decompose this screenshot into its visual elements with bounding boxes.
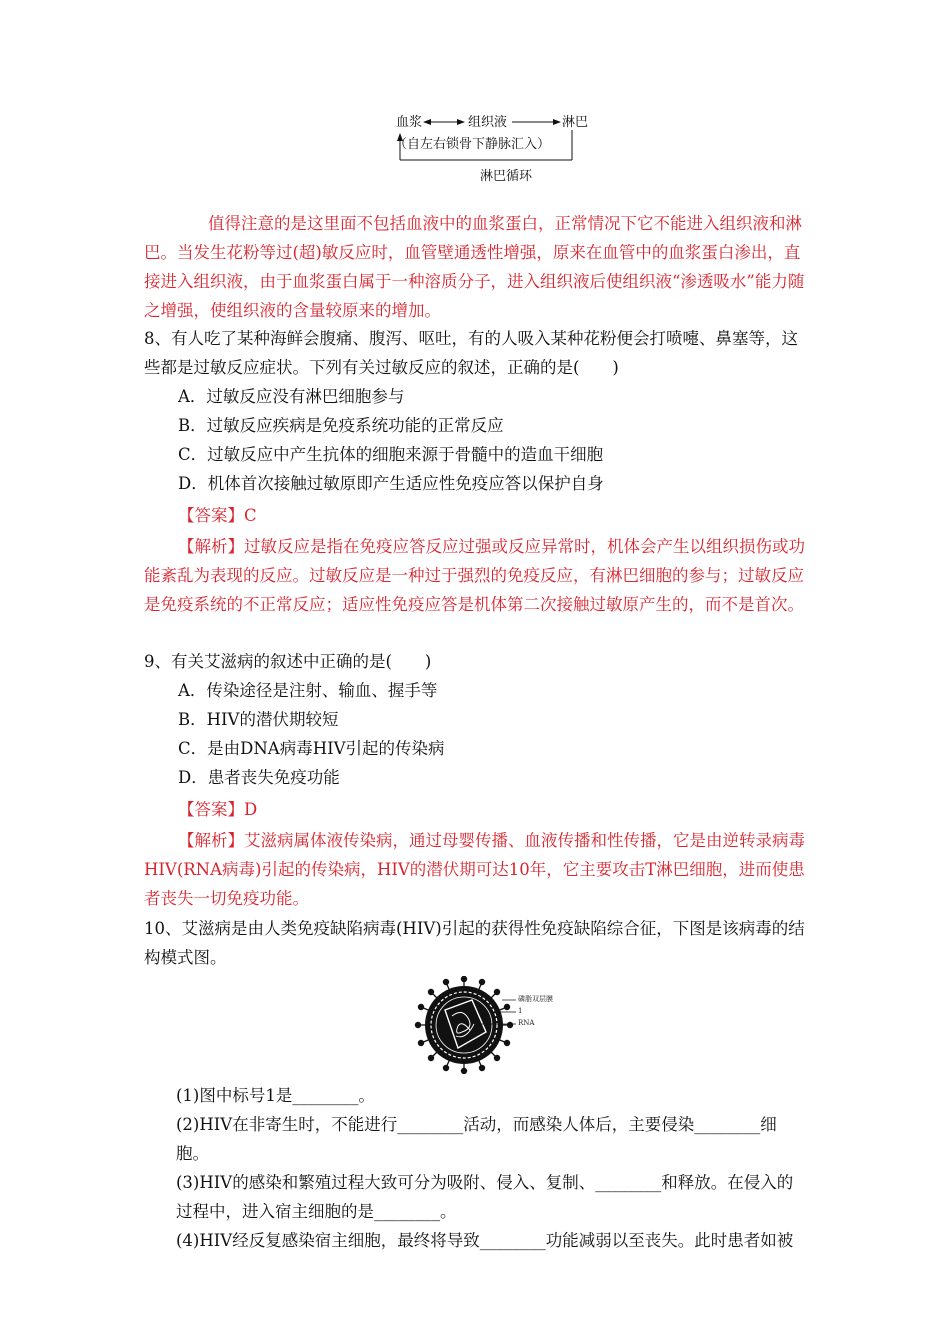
question-9 (144, 647, 808, 913)
note-block (144, 209, 808, 325)
question-9-stem: 9、有关艾滋病的叙述中正确的是( ) (144, 652, 432, 671)
question-10 (144, 914, 808, 972)
hiv-structure-figure (412, 976, 582, 1074)
question-8-option-d: D．机体首次接触过敏原即产生适应性免疫应答以保护自身 (178, 474, 604, 493)
lymph-label: 淋巴 (562, 115, 589, 130)
tissue-fluid-label: 组织液 (468, 115, 508, 130)
label-rna: RNA (518, 1019, 535, 1027)
question-10-sub-4: (4)HIV经反复感染宿主细胞，最终将导致________功能减弱以至丧失。此时患者如被 (176, 1231, 794, 1250)
question-8-option-c: C．过敏反应中产生抗体的细胞来源于骨髓中的造血干细胞 (178, 445, 604, 464)
question-9-option-b: B．HIV的潜伏期较短 (178, 710, 339, 729)
question-8 (144, 324, 808, 619)
question-9-option-a: A．传染途径是注射、输血、握手等 (178, 681, 438, 700)
lymph-cycle-label: 淋巴循环 (480, 169, 533, 184)
note-paragraph: 值得注意的是这里面不包括血液中的血浆蛋白，正常情况下它不能进入组织液和淋巴。当发生花粉等过(超)敏反应时，血管壁通透性增强，原来在血管中的血浆蛋白渗出，直接进入组织液，由于血浆蛋白属于一种溶质分子，进入组织液后使组织液“渗透吸水”能力随之增强，使组织液的含量较原来的增加。 (144, 214, 805, 320)
label-phospholipid-bilayer: 磷脂双层膜 (518, 995, 553, 1003)
question-8-explanation: 【解析】过敏反应是指在免疫应答反应过强或反应异常时，机体会产生以组织损伤或功能紊乱为表现的反应。过敏反应是一种过于强烈的免疫反应，有淋巴细胞的参与；过敏反应是免疫系统的不正常反应；适应性免疫应答是机体第二次接触过敏原产生的，而不是首次。 (144, 537, 805, 614)
question-8-option-a: A．过敏反应没有淋巴细胞参与 (178, 387, 405, 406)
question-10-sub-3: (3)HIV的感染和繁殖过程大致可分为吸附、侵入、复制、________和释放。在侵入的过程中，进入宿主细胞的是________。 (176, 1173, 794, 1221)
question-10-sub-2: (2)HIV在非寄生时，不能进行________活动，而感染人体后，主要侵染________细胞。 (176, 1115, 777, 1163)
question-10-subquestions (144, 1081, 808, 1255)
question-9-option-d: D．患者丧失免疫功能 (178, 768, 340, 787)
question-10-stem: 10、艾滋病是由人类免疫缺陷病毒(HIV)引起的获得性免疫缺陷综合征，下图是该病毒的结构模式图。 (144, 919, 805, 967)
question-8-stem: 8、有人吃了某种海鲜会腹痛、腹泻、呕吐，有的人吸入某种花粉便会打喷嚏、鼻塞等，这些都是过敏反应症状。下列有关过敏反应的叙述，正确的是( ) (144, 329, 798, 377)
question-8-option-b: B．过敏反应疾病是免疫系统功能的正常反应 (178, 416, 504, 435)
question-9-explanation: 【解析】艾滋病属体液传染病，通过母婴传播、血液传播和性传播，它是由逆转录病毒HIV(RNA病毒)引起的传染病，HIV的潜伏期可达10年，它主要攻击T淋巴细胞，进而使患者丧失一切免疫功能。 (144, 831, 805, 908)
question-8-answer: 【答案】C (178, 506, 257, 525)
question-9-option-c: C．是由DNA病毒HIV引起的传染病 (178, 739, 445, 758)
question-10-sub-1: (1)图中标号1是________。 (176, 1086, 375, 1105)
question-9-answer: 【答案】D (178, 800, 258, 819)
label-1: 1 (518, 1007, 523, 1015)
plasma-label: 血浆 (396, 115, 423, 130)
hiv-virus-drawing (412, 976, 582, 1074)
return-note: （自左右锁骨下静脉汇入） (394, 137, 551, 152)
lymph-flow-diagram (394, 112, 604, 188)
